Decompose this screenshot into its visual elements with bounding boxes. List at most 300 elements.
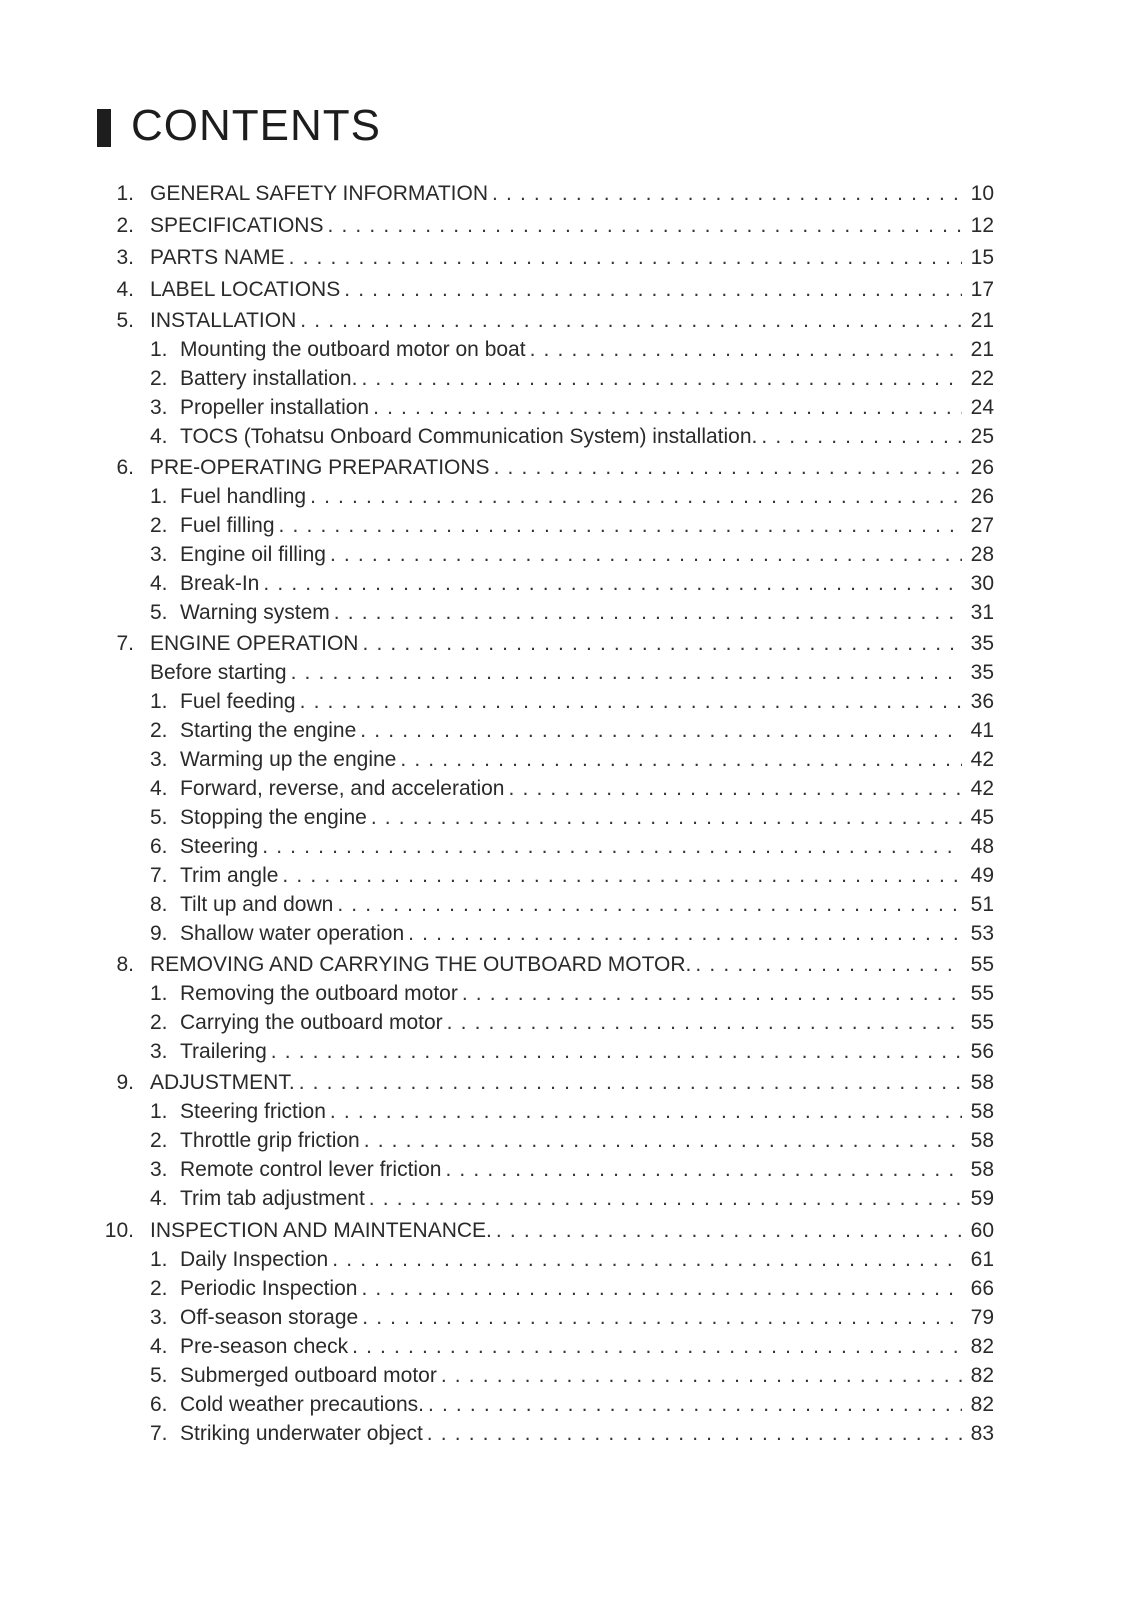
entry-title: PRE-OPERATING PREPARATIONS <box>150 456 490 479</box>
page-number: 42 <box>970 777 994 800</box>
entry-line <box>150 982 994 1006</box>
dot-leader <box>327 214 962 238</box>
page-number: 51 <box>970 893 994 916</box>
page-number: 83 <box>970 1422 994 1445</box>
entry-line <box>150 719 994 743</box>
page-number: 82 <box>970 1364 994 1387</box>
entry-line <box>150 1187 994 1211</box>
dot-leader <box>494 456 962 480</box>
toc-section-entry[interactable] <box>104 338 994 366</box>
entry-line <box>150 1335 994 1359</box>
dot-leader <box>369 1187 962 1211</box>
entry-line <box>150 456 994 480</box>
entry-line <box>150 1040 994 1064</box>
entry-title: Mounting the outboard motor on boat <box>180 338 526 361</box>
entry-label <box>150 982 458 1006</box>
entry-line <box>150 396 994 420</box>
toc-section-entry[interactable] <box>104 1422 994 1450</box>
dot-leader <box>695 953 962 977</box>
entry-line <box>150 777 994 801</box>
entry-label <box>150 572 259 596</box>
entry-title: Off-season storage <box>180 1306 359 1329</box>
entry-title: Cold weather precautions. <box>180 1393 424 1416</box>
entry-label <box>150 835 258 859</box>
entry-title: INSTALLATION <box>150 309 297 332</box>
entry-title: TOCS (Tohatsu Onboard Communication System) installation. <box>180 425 758 448</box>
dot-leader <box>352 1335 962 1359</box>
section-number: 1. <box>150 1248 168 1271</box>
entry-label <box>150 456 490 480</box>
toc-section-entry[interactable] <box>104 514 994 542</box>
dot-leader <box>291 661 962 685</box>
page-number: 22 <box>970 367 994 390</box>
entry-line <box>150 214 994 238</box>
dot-leader <box>262 835 962 859</box>
entry-line <box>150 278 994 302</box>
toc-chapter-entry[interactable] <box>104 632 994 660</box>
toc-section-entry[interactable] <box>104 1306 994 1334</box>
toc-chapter-entry[interactable] <box>104 278 994 306</box>
page-number: 66 <box>970 1277 994 1300</box>
dot-leader <box>445 1158 962 1182</box>
section-number: 2. <box>150 1129 168 1152</box>
toc-section-entry[interactable] <box>104 543 994 571</box>
dot-leader <box>371 806 962 830</box>
entry-label <box>150 309 296 333</box>
toc-section-entry[interactable] <box>104 1277 994 1305</box>
entry-line <box>150 1158 994 1182</box>
toc-chapter-entry[interactable] <box>104 309 994 337</box>
page-number: 41 <box>970 719 994 742</box>
toc-section-entry[interactable] <box>104 1158 994 1186</box>
toc-section-entry[interactable] <box>104 425 994 453</box>
dot-leader <box>289 246 962 270</box>
toc-section-entry[interactable] <box>104 1129 994 1157</box>
chapter-number: 2. <box>116 214 134 237</box>
entry-label <box>150 1040 267 1064</box>
entry-title: Shallow water operation <box>180 922 405 945</box>
entry-label <box>150 601 330 625</box>
entry-line <box>150 864 994 888</box>
toc-section-entry[interactable] <box>104 835 994 863</box>
section-number: 2. <box>150 1277 168 1300</box>
entry-title: ENGINE OPERATION <box>150 632 359 655</box>
dot-leader <box>373 396 962 420</box>
page-number: 21 <box>970 338 994 361</box>
page-number: 35 <box>970 632 994 655</box>
page-number: 27 <box>970 514 994 537</box>
entry-title: Trim angle <box>180 864 279 887</box>
section-number: 3. <box>150 748 168 771</box>
dot-leader <box>362 1306 962 1330</box>
section-number: 4. <box>150 425 168 448</box>
entry-title: Forward, reverse, and acceleration <box>180 777 505 800</box>
entry-line <box>150 514 994 538</box>
dot-leader <box>279 514 962 538</box>
section-number: 3. <box>150 543 168 566</box>
dot-leader <box>492 182 962 206</box>
entry-label <box>150 246 285 270</box>
section-number: 1. <box>150 1100 168 1123</box>
dot-leader <box>428 1393 962 1417</box>
toc-section-entry[interactable] <box>104 922 994 950</box>
entry-line <box>150 543 994 567</box>
toc-section-entry[interactable] <box>104 601 994 629</box>
entry-line <box>150 1277 994 1301</box>
section-number: 9. <box>150 922 168 945</box>
page-number: 58 <box>970 1129 994 1152</box>
dot-leader <box>332 1248 962 1272</box>
toc-section-entry[interactable] <box>104 1335 994 1363</box>
entry-label <box>150 632 358 656</box>
entry-title: Throttle grip friction <box>180 1129 360 1152</box>
dot-leader <box>344 278 962 302</box>
entry-label <box>150 543 326 567</box>
entry-label <box>150 777 505 801</box>
chapter-number: 1. <box>116 182 134 205</box>
page-number: 53 <box>970 922 994 945</box>
section-number: 7. <box>150 1422 168 1445</box>
entry-label <box>150 1364 437 1388</box>
section-number: 7. <box>150 864 168 887</box>
page-number: 25 <box>970 425 994 448</box>
entry-label <box>150 1129 360 1153</box>
entry-label <box>150 922 404 946</box>
page-number: 12 <box>970 214 994 237</box>
entry-label <box>150 1335 348 1359</box>
entry-title: Before starting <box>150 661 287 684</box>
entry-label <box>150 1248 328 1272</box>
toc-section-entry[interactable] <box>104 982 994 1010</box>
section-number: 5. <box>150 806 168 829</box>
toc-chapter-entry[interactable] <box>104 953 994 981</box>
title-bar-marker <box>97 109 111 147</box>
entry-label <box>150 893 333 917</box>
entry-label <box>150 748 396 772</box>
dot-leader <box>330 543 962 567</box>
entry-label <box>150 953 691 977</box>
entry-title: Fuel handling <box>180 485 307 508</box>
dot-leader <box>330 1100 962 1124</box>
entry-title: Warming up the engine <box>180 748 397 771</box>
entry-line <box>150 806 994 830</box>
entry-line <box>150 601 994 625</box>
page-number: 58 <box>970 1071 994 1094</box>
page-number: 49 <box>970 864 994 887</box>
section-number: 8. <box>150 893 168 916</box>
toc-section-entry[interactable] <box>104 806 994 834</box>
section-number: 3. <box>150 1306 168 1329</box>
entry-title: Removing the outboard motor <box>180 982 458 1005</box>
entry-line <box>150 953 994 977</box>
entry-line <box>150 922 994 946</box>
entry-label <box>150 367 357 391</box>
entry-line <box>150 690 994 714</box>
toc-chapter-entry[interactable] <box>104 246 994 274</box>
entry-title: Submerged outboard motor <box>180 1364 437 1387</box>
entry-title: Trim tab adjustment <box>180 1187 365 1210</box>
section-number: 4. <box>150 1187 168 1210</box>
toc-chapter-entry[interactable] <box>104 1219 994 1247</box>
entry-line <box>150 1011 994 1035</box>
dot-leader <box>300 690 962 714</box>
entry-title: Propeller installation <box>180 396 370 419</box>
toc-section-entry[interactable] <box>104 572 994 600</box>
entry-title: Trailering <box>180 1040 267 1063</box>
section-number: 3. <box>150 1040 168 1063</box>
page-number: 28 <box>970 543 994 566</box>
entry-line <box>150 572 994 596</box>
dot-leader <box>300 309 962 333</box>
entry-title: GENERAL SAFETY INFORMATION <box>150 182 488 205</box>
dot-leader <box>530 338 962 362</box>
toc-section-entry[interactable] <box>104 893 994 921</box>
page-number: 55 <box>970 1011 994 1034</box>
entry-label <box>150 1100 326 1124</box>
entry-title: Break-In <box>180 572 260 595</box>
page-number: 55 <box>970 953 994 976</box>
entry-label <box>150 425 757 449</box>
toc-section-entry[interactable] <box>104 367 994 395</box>
section-number: 5. <box>150 601 168 624</box>
entry-label <box>150 338 526 362</box>
entry-line <box>150 338 994 362</box>
page-number: 24 <box>970 396 994 419</box>
section-number: 4. <box>150 1335 168 1358</box>
page-number: 55 <box>970 982 994 1005</box>
dot-leader <box>441 1364 962 1388</box>
entry-title: Engine oil filling <box>180 543 326 566</box>
entry-line <box>150 246 994 270</box>
page-number: 15 <box>970 246 994 269</box>
entry-title: PARTS NAME <box>150 246 285 269</box>
dot-leader <box>360 719 962 743</box>
section-number: 1. <box>150 485 168 508</box>
dot-leader <box>282 864 962 888</box>
entry-line <box>150 182 994 206</box>
entry-label <box>150 864 278 888</box>
chapter-number: 7. <box>116 632 134 655</box>
entry-title: Steering <box>180 835 259 858</box>
entry-label <box>150 1158 441 1182</box>
toc-section-entry[interactable] <box>104 1187 994 1215</box>
entry-label <box>150 1277 357 1301</box>
entry-title: Battery installation. <box>180 367 358 390</box>
entry-line <box>150 1422 994 1446</box>
entry-title: Carrying the outboard motor <box>180 1011 443 1034</box>
dot-leader <box>408 922 962 946</box>
toc-section-entry[interactable] <box>104 1364 994 1392</box>
entry-title: Daily Inspection <box>180 1248 329 1271</box>
toc-section-entry[interactable] <box>104 485 994 513</box>
section-number: 1. <box>150 690 168 713</box>
toc-section-entry[interactable] <box>104 719 994 747</box>
page-number: 82 <box>970 1335 994 1358</box>
dot-leader <box>299 1071 962 1095</box>
chapter-number: 5. <box>116 309 134 332</box>
entry-title: ADJUSTMENT. <box>150 1071 295 1094</box>
entry-line <box>150 748 994 772</box>
entry-title: Remote control lever friction <box>180 1158 442 1181</box>
dot-leader <box>334 601 962 625</box>
dot-leader <box>462 982 962 1006</box>
section-number: 2. <box>150 1011 168 1034</box>
entry-line <box>150 893 994 917</box>
section-number: 4. <box>150 572 168 595</box>
toc-section-entry[interactable] <box>104 661 994 689</box>
toc-section-entry[interactable] <box>104 864 994 892</box>
entry-label <box>150 1219 492 1243</box>
title-text: CONTENTS <box>131 101 381 150</box>
page-number: 48 <box>970 835 994 858</box>
page-number: 45 <box>970 806 994 829</box>
dot-leader <box>361 367 962 391</box>
entry-line <box>150 835 994 859</box>
section-number: 2. <box>150 514 168 537</box>
entry-title: LABEL LOCATIONS <box>150 278 341 301</box>
page-number: 82 <box>970 1393 994 1416</box>
chapter-number: 10. <box>104 1219 134 1242</box>
section-number: 2. <box>150 719 168 742</box>
page-title <box>97 100 381 152</box>
dot-leader <box>263 572 962 596</box>
entry-line <box>150 367 994 391</box>
section-number: 2. <box>150 367 168 390</box>
toc-chapter-entry[interactable] <box>104 456 994 484</box>
dot-leader <box>400 748 962 772</box>
chapter-number: 9. <box>116 1071 134 1094</box>
dot-leader <box>427 1422 962 1446</box>
entry-line <box>150 1129 994 1153</box>
dot-leader <box>361 1277 962 1301</box>
dot-leader <box>364 1129 962 1153</box>
entry-line <box>150 1364 994 1388</box>
toc-chapter-entry[interactable] <box>104 182 994 210</box>
entry-title: Stopping the engine <box>180 806 367 829</box>
entry-label <box>150 1393 424 1417</box>
page-number: 58 <box>970 1100 994 1123</box>
entry-line <box>150 485 994 509</box>
entry-label <box>150 661 287 685</box>
chapter-number: 8. <box>116 953 134 976</box>
toc-section-entry[interactable] <box>104 1011 994 1039</box>
toc-chapter-entry[interactable] <box>104 214 994 242</box>
chapter-number: 3. <box>116 246 134 269</box>
dot-leader <box>362 632 962 656</box>
entry-line <box>150 309 994 333</box>
page-number: 10 <box>970 182 994 205</box>
section-number: 1. <box>150 982 168 1005</box>
entry-label <box>150 396 369 420</box>
dot-leader <box>337 893 962 917</box>
page-number: 26 <box>970 456 994 479</box>
entry-line <box>150 1248 994 1272</box>
entry-line <box>150 1306 994 1330</box>
toc-section-entry[interactable] <box>104 690 994 718</box>
dot-leader <box>509 777 963 801</box>
toc-section-entry[interactable] <box>104 1393 994 1421</box>
entry-label <box>150 690 296 714</box>
page-number: 79 <box>970 1306 994 1329</box>
entry-label <box>150 1422 423 1446</box>
dot-leader <box>761 425 962 449</box>
dot-leader <box>496 1219 962 1243</box>
toc-section-entry[interactable] <box>104 777 994 805</box>
page-number: 21 <box>970 309 994 332</box>
entry-line <box>150 425 994 449</box>
dot-leader <box>310 485 962 509</box>
section-number: 5. <box>150 1364 168 1387</box>
entry-line <box>150 661 994 685</box>
page-number: 36 <box>970 690 994 713</box>
page-number: 30 <box>970 572 994 595</box>
toc-chapter-entry[interactable] <box>104 1071 994 1099</box>
entry-label <box>150 514 275 538</box>
entry-title: REMOVING AND CARRYING THE OUTBOARD MOTOR. <box>150 953 692 976</box>
dot-leader <box>271 1040 962 1064</box>
entry-line <box>150 1393 994 1417</box>
entry-title: Pre-season check <box>180 1335 349 1358</box>
chapter-number: 6. <box>116 456 134 479</box>
page-number: 59 <box>970 1187 994 1210</box>
chapter-number: 4. <box>116 278 134 301</box>
page-number: 26 <box>970 485 994 508</box>
toc-section-entry[interactable] <box>104 1040 994 1068</box>
entry-label <box>150 1011 443 1035</box>
section-number: 6. <box>150 1393 168 1416</box>
entry-title: SPECIFICATIONS <box>150 214 324 237</box>
entry-title: Fuel feeding <box>180 690 296 713</box>
entry-line <box>150 1219 994 1243</box>
entry-line <box>150 632 994 656</box>
section-number: 3. <box>150 1158 168 1181</box>
entry-title: Warning system <box>180 601 330 624</box>
entry-label <box>150 182 488 206</box>
toc-section-entry[interactable] <box>104 396 994 424</box>
entry-label <box>150 278 340 302</box>
entry-title: INSPECTION AND MAINTENANCE. <box>150 1219 492 1242</box>
page-number: 58 <box>970 1158 994 1181</box>
section-number: 4. <box>150 777 168 800</box>
toc-section-entry[interactable] <box>104 1100 994 1128</box>
entry-label <box>150 214 323 238</box>
page-number: 56 <box>970 1040 994 1063</box>
toc-section-entry[interactable] <box>104 748 994 776</box>
entry-label <box>150 1071 295 1095</box>
section-number: 6. <box>150 835 168 858</box>
page-number: 35 <box>970 661 994 684</box>
entry-label <box>150 719 356 743</box>
page-number: 17 <box>970 278 994 301</box>
entry-title: Tilt up and down <box>180 893 334 916</box>
entry-label <box>150 1187 365 1211</box>
section-number: 1. <box>150 338 168 361</box>
page-number: 31 <box>970 601 994 624</box>
entry-label <box>150 806 367 830</box>
entry-title: Steering friction <box>180 1100 326 1123</box>
page-number: 61 <box>970 1248 994 1271</box>
entry-title: Periodic Inspection <box>180 1277 358 1300</box>
entry-title: Fuel filling <box>180 514 275 537</box>
toc-section-entry[interactable] <box>104 1248 994 1276</box>
entry-line <box>150 1100 994 1124</box>
dot-leader <box>447 1011 962 1035</box>
entry-title: Striking underwater object <box>180 1422 423 1445</box>
page-number: 42 <box>970 748 994 771</box>
entry-line <box>150 1071 994 1095</box>
section-number: 3. <box>150 396 168 419</box>
entry-label <box>150 1306 358 1330</box>
